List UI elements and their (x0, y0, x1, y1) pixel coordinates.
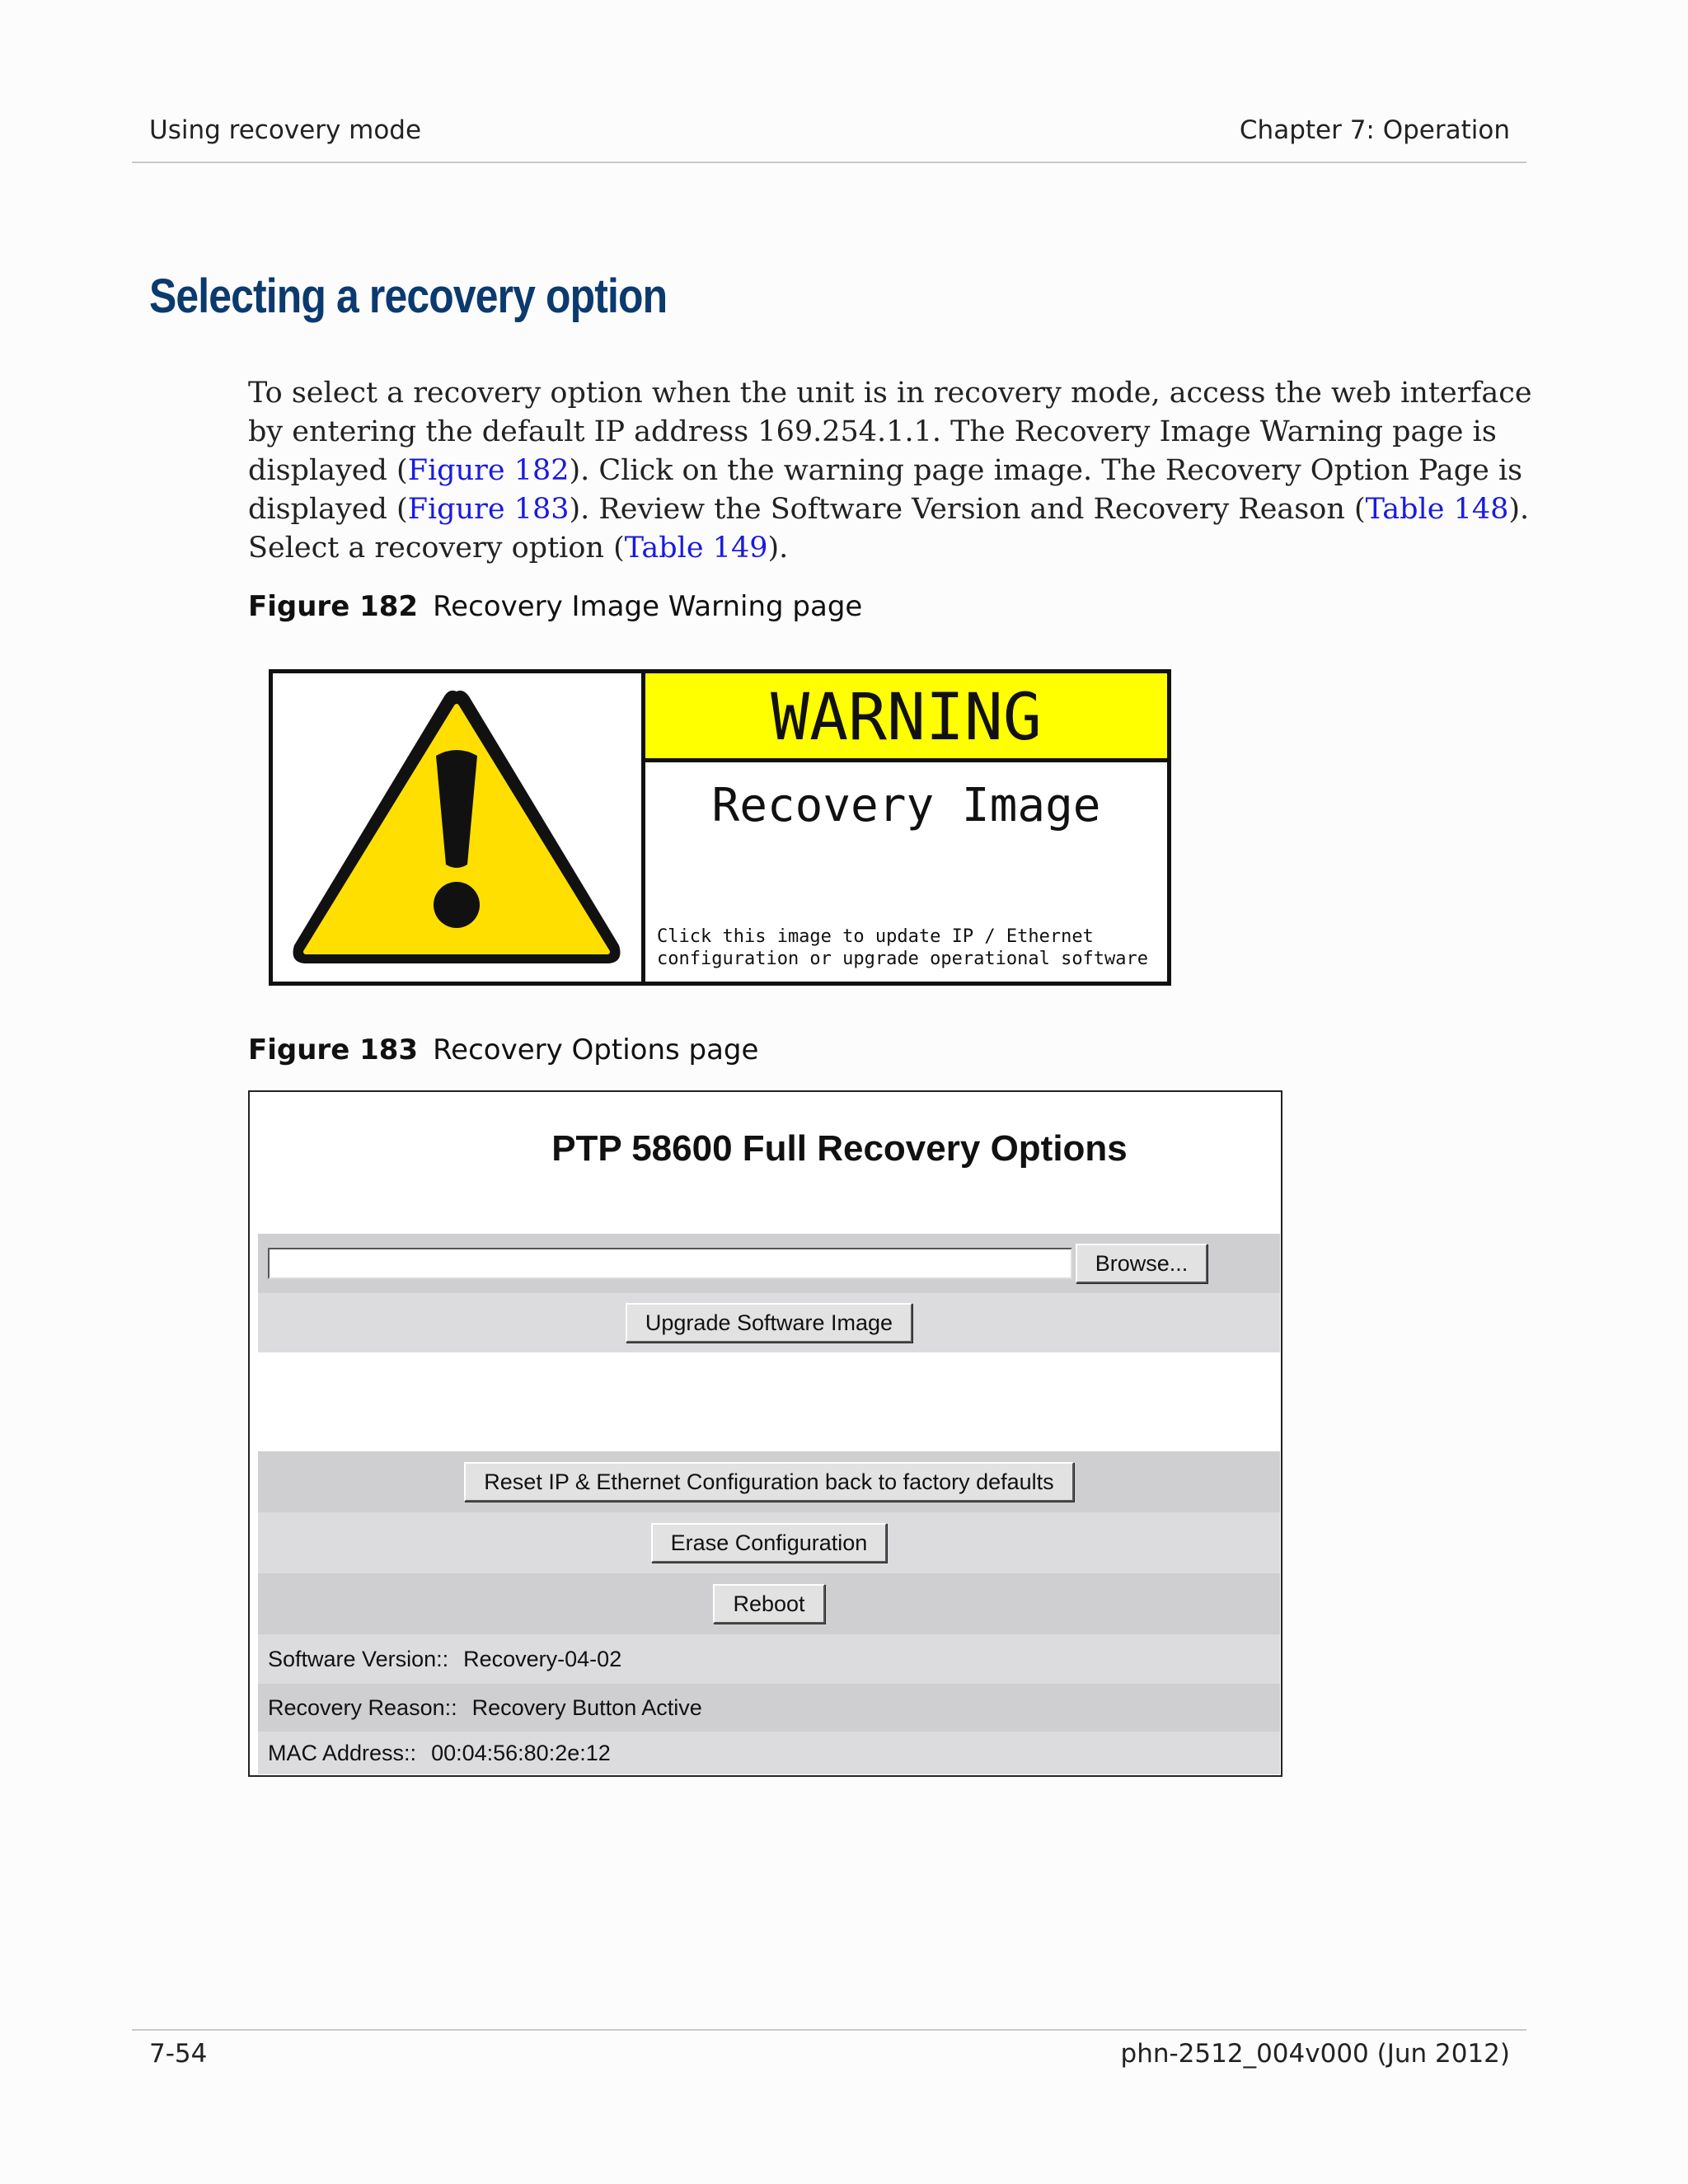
figure-182-caption (248, 590, 862, 623)
upgrade-software-image-button[interactable]: Upgrade Software Image (626, 1303, 912, 1343)
software-version-value: Recovery-04-02 (463, 1646, 622, 1671)
document-id: phn-2512_004v000 (Jun 2012) (1120, 2039, 1510, 2069)
section-title: Selecting a recovery option (149, 269, 668, 323)
recovery-warning-image[interactable] (269, 669, 1171, 986)
warning-triangle-panel (273, 673, 645, 982)
erase-configuration-button[interactable]: Erase Configuration (651, 1523, 888, 1563)
link-table-149[interactable]: Table 149 (624, 532, 768, 565)
link-figure-183[interactable]: Figure 183 (407, 493, 570, 526)
intro-paragraph (248, 374, 1534, 568)
running-header-right: Chapter 7: Operation (1239, 115, 1510, 145)
file-upload-row (258, 1234, 1280, 1293)
software-image-file-input[interactable] (268, 1248, 1072, 1279)
recovery-reason-label: Recovery Reason:: (268, 1694, 457, 1720)
figure-183-caption (248, 1033, 758, 1066)
warning-instruction-line-1: Click this image to update IP / Ethernet (657, 926, 1094, 947)
running-header-left: Using recovery mode (149, 115, 422, 145)
mac-address-row (258, 1732, 1280, 1774)
software-version-label: Software Version:: (268, 1646, 449, 1671)
mac-address-label: MAC Address:: (268, 1740, 417, 1765)
warning-banner: WARNING (645, 673, 1167, 762)
browse-button[interactable]: Browse... (1076, 1244, 1208, 1283)
figure-183-caption-text: Recovery Options page (433, 1033, 759, 1066)
paragraph-text-5: ). (767, 532, 789, 565)
warning-instruction-line-2: configuration or upgrade operational software (657, 949, 1149, 969)
recovery-options-panel (248, 1090, 1282, 1777)
footer-rule (132, 2029, 1526, 2031)
link-figure-182[interactable]: Figure 182 (407, 454, 570, 487)
figure-182-label: Figure 182 (248, 590, 419, 623)
recovery-image-subtitle: Recovery Image (711, 779, 1101, 832)
page-number: 7-54 (149, 2039, 208, 2069)
recovery-reason-value: Recovery Button Active (471, 1694, 702, 1720)
reboot-button[interactable]: Reboot (713, 1584, 824, 1624)
software-version-row (258, 1634, 1280, 1684)
mac-address-value: 00:04:56:80:2e:12 (431, 1740, 611, 1765)
reboot-row (258, 1573, 1280, 1634)
figure-183-label: Figure 183 (248, 1033, 419, 1066)
paragraph-text-4: ). Select a recovery option ( (248, 493, 1530, 565)
paragraph-text-1: To select a recovery option when the unit is in recovery mode, access the web interface by entering the default IP address 169.254.1.1. The Recovery Image Warning page is displayed ( (248, 377, 1532, 487)
paragraph-text-2: ). Click on the warning page image. The Recovery Option Page is displayed ( (248, 454, 1523, 526)
recovery-options-title: PTP 58600 Full Recovery Options (551, 1128, 1128, 1169)
recovery-reason-row (258, 1684, 1280, 1732)
figure-182-caption-text: Recovery Image Warning page (433, 590, 863, 623)
warning-triangle-icon (273, 673, 641, 982)
link-table-148[interactable]: Table 148 (1365, 493, 1509, 526)
erase-row (258, 1512, 1280, 1573)
reset-ip-ethernet-button[interactable]: Reset IP & Ethernet Configuration back to factory defaults (464, 1462, 1073, 1502)
header-rule (132, 162, 1526, 163)
warning-instruction (657, 926, 1168, 970)
reset-row (258, 1451, 1280, 1512)
upgrade-row (258, 1293, 1280, 1352)
paragraph-text-3: ). Review the Software Version and Recovery Reason ( (569, 493, 1366, 526)
